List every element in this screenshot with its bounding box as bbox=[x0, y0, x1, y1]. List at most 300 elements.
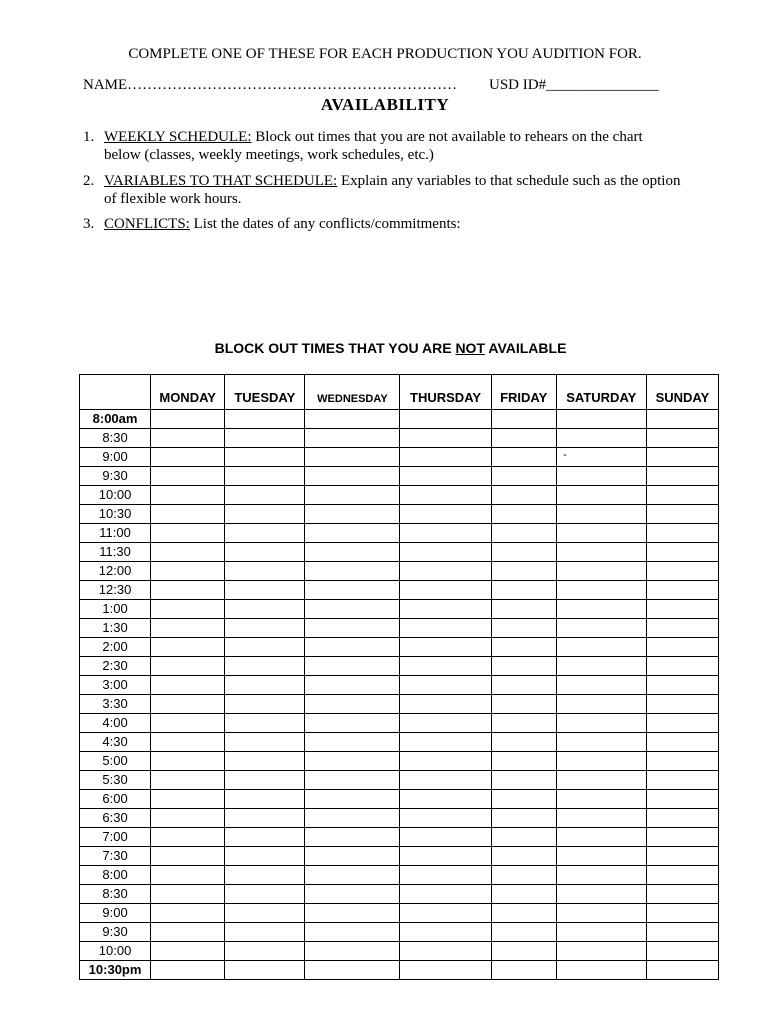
availability-cell-friday[interactable] bbox=[491, 562, 556, 581]
availability-cell-friday[interactable] bbox=[491, 942, 556, 961]
time-label: 8:30 bbox=[80, 885, 151, 904]
availability-cell-wednesday[interactable] bbox=[305, 809, 400, 828]
availability-cell-thursday[interactable] bbox=[400, 885, 491, 904]
availability-cell-sunday[interactable] bbox=[646, 657, 718, 676]
instruction-text: Block out times that you are not available to rehears on the chart below (classes, weekly meetings, work schedules, etc.) bbox=[104, 129, 643, 163]
availability-cell-friday[interactable] bbox=[491, 524, 556, 543]
availability-cell-saturday[interactable] bbox=[556, 904, 646, 923]
time-label: 9:30 bbox=[80, 923, 151, 942]
availability-cell-tuesday[interactable] bbox=[225, 657, 305, 676]
availability-cell-wednesday[interactable] bbox=[305, 600, 400, 619]
time-row bbox=[80, 809, 719, 828]
time-label: 7:00 bbox=[80, 828, 151, 847]
grid-header-row bbox=[80, 375, 719, 410]
availability-cell-monday[interactable] bbox=[151, 676, 225, 695]
availability-cell-sunday[interactable] bbox=[646, 524, 718, 543]
availability-cell-saturday[interactable] bbox=[556, 790, 646, 809]
availability-cell-sunday[interactable] bbox=[646, 581, 718, 600]
availability-cell-friday[interactable] bbox=[491, 961, 556, 980]
availability-cell-wednesday[interactable] bbox=[305, 467, 400, 486]
availability-cell-saturday[interactable] bbox=[556, 961, 646, 980]
availability-cell-thursday[interactable] bbox=[400, 429, 491, 448]
availability-cell-monday[interactable] bbox=[151, 619, 225, 638]
availability-cell-saturday[interactable] bbox=[556, 638, 646, 657]
availability-cell-wednesday[interactable] bbox=[305, 429, 400, 448]
availability-cell-tuesday[interactable] bbox=[225, 581, 305, 600]
availability-cell-saturday[interactable] bbox=[556, 923, 646, 942]
availability-cell-wednesday[interactable] bbox=[305, 828, 400, 847]
availability-cell-monday[interactable] bbox=[151, 752, 225, 771]
availability-cell-monday[interactable] bbox=[151, 771, 225, 790]
availability-cell-monday[interactable] bbox=[151, 904, 225, 923]
availability-cell-thursday[interactable] bbox=[400, 600, 491, 619]
availability-cell-wednesday[interactable] bbox=[305, 961, 400, 980]
availability-cell-monday[interactable] bbox=[151, 809, 225, 828]
availability-grid bbox=[79, 374, 719, 980]
availability-cell-wednesday[interactable] bbox=[305, 714, 400, 733]
form-title: AVAILABILITY bbox=[320, 95, 450, 114]
day-header-monday: MONDAY bbox=[151, 375, 225, 410]
availability-cell-tuesday[interactable] bbox=[225, 790, 305, 809]
time-label: 2:00 bbox=[80, 638, 151, 657]
availability-cell-friday[interactable] bbox=[491, 619, 556, 638]
availability-cell-wednesday[interactable] bbox=[305, 619, 400, 638]
grid-title-text: BLOCK OUT TIMES THAT YOU ARE bbox=[214, 340, 456, 356]
time-row bbox=[80, 562, 719, 581]
availability-cell-friday[interactable] bbox=[491, 847, 556, 866]
grid-title-text: AVAILABLE bbox=[485, 340, 567, 356]
availability-cell-wednesday[interactable] bbox=[305, 581, 400, 600]
availability-cell-friday[interactable] bbox=[491, 733, 556, 752]
time-row bbox=[80, 790, 719, 809]
time-label: 4:00 bbox=[80, 714, 151, 733]
availability-cell-tuesday[interactable] bbox=[225, 809, 305, 828]
time-label: 9:00 bbox=[80, 448, 151, 467]
time-row bbox=[80, 486, 719, 505]
availability-cell-thursday[interactable] bbox=[400, 733, 491, 752]
availability-cell-thursday[interactable] bbox=[400, 828, 491, 847]
availability-cell-friday[interactable] bbox=[491, 714, 556, 733]
availability-cell-wednesday[interactable] bbox=[305, 771, 400, 790]
availability-cell-wednesday[interactable] bbox=[305, 448, 400, 467]
availability-cell-saturday[interactable] bbox=[556, 410, 646, 429]
time-label: 1:30 bbox=[80, 619, 151, 638]
time-label: 5:30 bbox=[80, 771, 151, 790]
day-header-sunday: SUNDAY bbox=[646, 375, 718, 410]
time-row bbox=[80, 410, 719, 429]
availability-cell-friday[interactable] bbox=[491, 904, 556, 923]
availability-cell-thursday[interactable] bbox=[400, 771, 491, 790]
availability-cell-sunday[interactable] bbox=[646, 562, 718, 581]
availability-cell-saturday[interactable] bbox=[556, 733, 646, 752]
availability-cell-friday[interactable] bbox=[491, 885, 556, 904]
availability-cell-sunday[interactable] bbox=[646, 638, 718, 657]
time-row bbox=[80, 448, 719, 467]
availability-cell-friday[interactable] bbox=[491, 695, 556, 714]
time-label: 4:30 bbox=[80, 733, 151, 752]
availability-cell-tuesday[interactable] bbox=[225, 752, 305, 771]
time-label: 8:00 bbox=[80, 866, 151, 885]
availability-cell-saturday[interactable] bbox=[556, 524, 646, 543]
availability-cell-saturday[interactable] bbox=[556, 695, 646, 714]
instruction-weekly-schedule bbox=[83, 128, 683, 164]
time-row bbox=[80, 581, 719, 600]
availability-cell-tuesday[interactable] bbox=[225, 524, 305, 543]
availability-cell-sunday[interactable] bbox=[646, 885, 718, 904]
instruction-text: Explain any variables to that schedule such as the option of flexible work hours. bbox=[104, 173, 681, 207]
instruction-number: 3. bbox=[83, 216, 95, 232]
availability-cell-thursday[interactable] bbox=[400, 486, 491, 505]
availability-cell-sunday[interactable] bbox=[646, 923, 718, 942]
instruction-conflicts bbox=[83, 215, 683, 233]
time-row bbox=[80, 752, 719, 771]
availability-cell-wednesday[interactable] bbox=[305, 866, 400, 885]
availability-cell-sunday[interactable] bbox=[646, 752, 718, 771]
time-row bbox=[80, 695, 719, 714]
availability-cell-sunday[interactable] bbox=[646, 600, 718, 619]
time-label: 8:30 bbox=[80, 429, 151, 448]
availability-cell-monday[interactable] bbox=[151, 486, 225, 505]
availability-cell-wednesday[interactable] bbox=[305, 543, 400, 562]
availability-cell-saturday[interactable] bbox=[556, 562, 646, 581]
time-column-header bbox=[80, 375, 151, 410]
time-row bbox=[80, 961, 719, 980]
availability-cell-wednesday[interactable] bbox=[305, 657, 400, 676]
time-row bbox=[80, 543, 719, 562]
availability-cell-thursday[interactable] bbox=[400, 619, 491, 638]
availability-cell-tuesday[interactable] bbox=[225, 714, 305, 733]
availability-cell-monday[interactable] bbox=[151, 657, 225, 676]
time-label: 2:30 bbox=[80, 657, 151, 676]
time-label: 7:30 bbox=[80, 847, 151, 866]
availability-cell-friday[interactable] bbox=[491, 448, 556, 467]
availability-cell-saturday[interactable] bbox=[556, 942, 646, 961]
availability-cell-monday[interactable] bbox=[151, 961, 225, 980]
availability-cell-wednesday[interactable] bbox=[305, 486, 400, 505]
availability-cell-monday[interactable] bbox=[151, 695, 225, 714]
availability-cell-saturday[interactable] bbox=[556, 543, 646, 562]
availability-cell-monday[interactable] bbox=[151, 923, 225, 942]
time-row bbox=[80, 467, 719, 486]
availability-cell-wednesday[interactable] bbox=[305, 904, 400, 923]
time-row bbox=[80, 600, 719, 619]
availability-cell-tuesday[interactable] bbox=[225, 866, 305, 885]
availability-cell-saturday[interactable] bbox=[556, 657, 646, 676]
time-label: 12:30 bbox=[80, 581, 151, 600]
instruction-heading: CONFLICTS: bbox=[104, 216, 190, 232]
availability-cell-sunday[interactable] bbox=[646, 771, 718, 790]
availability-cell-thursday[interactable] bbox=[400, 790, 491, 809]
availability-cell-tuesday[interactable] bbox=[225, 676, 305, 695]
availability-cell-wednesday[interactable] bbox=[305, 847, 400, 866]
availability-cell-saturday[interactable] bbox=[556, 486, 646, 505]
availability-cell-wednesday[interactable] bbox=[305, 942, 400, 961]
availability-cell-thursday[interactable] bbox=[400, 524, 491, 543]
availability-cell-tuesday[interactable] bbox=[225, 410, 305, 429]
availability-cell-friday[interactable] bbox=[491, 676, 556, 695]
availability-cell-friday[interactable] bbox=[491, 638, 556, 657]
availability-cell-saturday[interactable] bbox=[556, 714, 646, 733]
availability-cell-thursday[interactable] bbox=[400, 714, 491, 733]
time-row bbox=[80, 885, 719, 904]
availability-cell-tuesday[interactable] bbox=[225, 828, 305, 847]
availability-cell-saturday[interactable] bbox=[556, 828, 646, 847]
availability-cell-sunday[interactable] bbox=[646, 904, 718, 923]
time-row bbox=[80, 866, 719, 885]
availability-cell-saturday[interactable] bbox=[556, 505, 646, 524]
time-label: 3:00 bbox=[80, 676, 151, 695]
instruction-text: List the dates of any conflicts/commitments: bbox=[189, 216, 461, 232]
availability-cell-sunday[interactable] bbox=[646, 486, 718, 505]
availability-cell-sunday[interactable] bbox=[646, 505, 718, 524]
availability-cell-monday[interactable] bbox=[151, 410, 225, 429]
time-label: 11:00 bbox=[80, 524, 151, 543]
availability-cell-saturday[interactable] bbox=[556, 600, 646, 619]
availability-cell-wednesday[interactable] bbox=[305, 524, 400, 543]
availability-cell-sunday[interactable] bbox=[646, 676, 718, 695]
grid-title bbox=[0, 340, 770, 356]
availability-cell-sunday[interactable] bbox=[646, 448, 718, 467]
instruction-heading: WEEKLY SCHEDULE: bbox=[104, 129, 252, 145]
availability-cell-monday[interactable] bbox=[151, 600, 225, 619]
availability-cell-sunday[interactable] bbox=[646, 467, 718, 486]
availability-cell-sunday[interactable] bbox=[646, 543, 718, 562]
availability-cell-thursday[interactable] bbox=[400, 467, 491, 486]
availability-cell-thursday[interactable] bbox=[400, 410, 491, 429]
availability-cell-saturday[interactable] bbox=[556, 809, 646, 828]
availability-cell-saturday[interactable] bbox=[556, 581, 646, 600]
availability-cell-thursday[interactable] bbox=[400, 638, 491, 657]
time-row bbox=[80, 505, 719, 524]
time-row bbox=[80, 429, 719, 448]
time-row bbox=[80, 619, 719, 638]
availability-cell-thursday[interactable] bbox=[400, 752, 491, 771]
day-header-wednesday: WEDNESDAY bbox=[305, 375, 400, 410]
availability-cell-tuesday[interactable] bbox=[225, 448, 305, 467]
time-row bbox=[80, 904, 719, 923]
availability-cell-friday[interactable] bbox=[491, 486, 556, 505]
availability-cell-friday[interactable] bbox=[491, 657, 556, 676]
time-label: 10:00 bbox=[80, 942, 151, 961]
availability-cell-monday[interactable] bbox=[151, 733, 225, 752]
availability-cell-friday[interactable] bbox=[491, 581, 556, 600]
availability-cell-tuesday[interactable] bbox=[225, 638, 305, 657]
availability-cell-friday[interactable] bbox=[491, 771, 556, 790]
availability-cell-saturday[interactable] bbox=[556, 866, 646, 885]
availability-cell-sunday[interactable] bbox=[646, 410, 718, 429]
availability-cell-monday[interactable] bbox=[151, 942, 225, 961]
availability-cell-tuesday[interactable] bbox=[225, 619, 305, 638]
form-instruction: COMPLETE ONE OF THESE FOR EACH PRODUCTION YOU AUDITION FOR. bbox=[128, 46, 642, 62]
time-row bbox=[80, 638, 719, 657]
grid-body bbox=[80, 410, 719, 980]
grid-title-emphasis: NOT bbox=[455, 340, 485, 356]
availability-cell-tuesday[interactable] bbox=[225, 486, 305, 505]
availability-cell-wednesday[interactable] bbox=[305, 410, 400, 429]
availability-cell-monday[interactable] bbox=[151, 467, 225, 486]
availability-cell-thursday[interactable] bbox=[400, 448, 491, 467]
time-label: 10:00 bbox=[80, 486, 151, 505]
availability-cell-tuesday[interactable] bbox=[225, 771, 305, 790]
availability-cell-monday[interactable] bbox=[151, 543, 225, 562]
availability-cell-sunday[interactable] bbox=[646, 942, 718, 961]
availability-cell-friday[interactable] bbox=[491, 543, 556, 562]
time-label: 6:00 bbox=[80, 790, 151, 809]
availability-cell-tuesday[interactable] bbox=[225, 885, 305, 904]
availability-cell-thursday[interactable] bbox=[400, 676, 491, 695]
time-label: 3:30 bbox=[80, 695, 151, 714]
availability-cell-sunday[interactable] bbox=[646, 695, 718, 714]
availability-cell-friday[interactable] bbox=[491, 429, 556, 448]
availability-cell-friday[interactable] bbox=[491, 505, 556, 524]
availability-cell-thursday[interactable] bbox=[400, 809, 491, 828]
availability-cell-wednesday[interactable] bbox=[305, 885, 400, 904]
availability-cell-wednesday[interactable] bbox=[305, 923, 400, 942]
availability-cell-wednesday[interactable] bbox=[305, 790, 400, 809]
availability-cell-wednesday[interactable] bbox=[305, 695, 400, 714]
availability-cell-friday[interactable] bbox=[491, 923, 556, 942]
availability-cell-tuesday[interactable] bbox=[225, 505, 305, 524]
availability-cell-thursday[interactable] bbox=[400, 866, 491, 885]
availability-cell-saturday[interactable] bbox=[556, 619, 646, 638]
availability-cell-saturday[interactable] bbox=[556, 847, 646, 866]
time-label: 9:00 bbox=[80, 904, 151, 923]
availability-cell-monday[interactable] bbox=[151, 524, 225, 543]
time-label: 10:30pm bbox=[80, 961, 151, 980]
availability-cell-thursday[interactable] bbox=[400, 695, 491, 714]
time-row bbox=[80, 733, 719, 752]
availability-cell-monday[interactable] bbox=[151, 790, 225, 809]
availability-cell-saturday[interactable] bbox=[556, 885, 646, 904]
time-row bbox=[80, 524, 719, 543]
usd-id-field[interactable]: USD ID#_______________ bbox=[489, 77, 659, 93]
availability-cell-sunday[interactable] bbox=[646, 790, 718, 809]
availability-cell-thursday[interactable] bbox=[400, 543, 491, 562]
availability-cell-monday[interactable] bbox=[151, 505, 225, 524]
time-label: 11:30 bbox=[80, 543, 151, 562]
availability-cell-thursday[interactable] bbox=[400, 904, 491, 923]
availability-cell-saturday[interactable] bbox=[556, 429, 646, 448]
availability-cell-tuesday[interactable] bbox=[225, 543, 305, 562]
availability-cell-wednesday[interactable] bbox=[305, 676, 400, 695]
availability-cell-thursday[interactable] bbox=[400, 942, 491, 961]
time-label: 1:00 bbox=[80, 600, 151, 619]
availability-cell-sunday[interactable] bbox=[646, 961, 718, 980]
availability-cell-saturday[interactable] bbox=[556, 752, 646, 771]
availability-cell-sunday[interactable] bbox=[646, 809, 718, 828]
availability-cell-thursday[interactable] bbox=[400, 581, 491, 600]
name-field[interactable]: NAME………………………………………………………… bbox=[83, 77, 458, 93]
stray-mark: - bbox=[563, 449, 567, 461]
availability-cell-sunday[interactable] bbox=[646, 866, 718, 885]
availability-cell-thursday[interactable] bbox=[400, 657, 491, 676]
availability-cell-tuesday[interactable] bbox=[225, 923, 305, 942]
availability-cell-monday[interactable] bbox=[151, 448, 225, 467]
availability-cell-tuesday[interactable] bbox=[225, 600, 305, 619]
availability-cell-tuesday[interactable] bbox=[225, 942, 305, 961]
availability-cell-thursday[interactable] bbox=[400, 961, 491, 980]
time-label: 5:00 bbox=[80, 752, 151, 771]
instruction-number: 1. bbox=[83, 129, 95, 145]
availability-cell-tuesday[interactable] bbox=[225, 429, 305, 448]
availability-cell-wednesday[interactable] bbox=[305, 752, 400, 771]
availability-cell-friday[interactable] bbox=[491, 809, 556, 828]
availability-cell-tuesday[interactable] bbox=[225, 467, 305, 486]
day-header-tuesday: TUESDAY bbox=[225, 375, 305, 410]
instruction-heading: VARIABLES TO THAT SCHEDULE: bbox=[104, 173, 338, 189]
time-row bbox=[80, 676, 719, 695]
availability-cell-monday[interactable] bbox=[151, 638, 225, 657]
time-row bbox=[80, 847, 719, 866]
availability-cell-wednesday[interactable] bbox=[305, 505, 400, 524]
time-row bbox=[80, 657, 719, 676]
availability-cell-thursday[interactable] bbox=[400, 562, 491, 581]
availability-cell-sunday[interactable] bbox=[646, 619, 718, 638]
availability-cell-tuesday[interactable] bbox=[225, 847, 305, 866]
day-header-saturday: SATURDAY bbox=[556, 375, 646, 410]
time-label: 9:30 bbox=[80, 467, 151, 486]
availability-cell-monday[interactable] bbox=[151, 429, 225, 448]
availability-cell-thursday[interactable] bbox=[400, 923, 491, 942]
availability-cell-monday[interactable] bbox=[151, 581, 225, 600]
availability-cell-friday[interactable] bbox=[491, 410, 556, 429]
availability-cell-tuesday[interactable] bbox=[225, 695, 305, 714]
availability-cell-friday[interactable] bbox=[491, 790, 556, 809]
availability-cell-friday[interactable] bbox=[491, 600, 556, 619]
availability-cell-monday[interactable] bbox=[151, 885, 225, 904]
availability-cell-monday[interactable] bbox=[151, 562, 225, 581]
instruction-variables bbox=[83, 172, 683, 208]
time-label: 12:00 bbox=[80, 562, 151, 581]
availability-cell-monday[interactable] bbox=[151, 828, 225, 847]
availability-cell-saturday[interactable] bbox=[556, 448, 646, 467]
time-row bbox=[80, 828, 719, 847]
time-row bbox=[80, 923, 719, 942]
availability-cell-sunday[interactable] bbox=[646, 828, 718, 847]
time-row bbox=[80, 942, 719, 961]
availability-cell-saturday[interactable] bbox=[556, 467, 646, 486]
availability-cell-tuesday[interactable] bbox=[225, 904, 305, 923]
availability-cell-friday[interactable] bbox=[491, 866, 556, 885]
availability-cell-monday[interactable] bbox=[151, 847, 225, 866]
availability-cell-tuesday[interactable] bbox=[225, 733, 305, 752]
availability-cell-sunday[interactable] bbox=[646, 733, 718, 752]
availability-cell-tuesday[interactable] bbox=[225, 562, 305, 581]
availability-cell-friday[interactable] bbox=[491, 828, 556, 847]
availability-cell-friday[interactable] bbox=[491, 467, 556, 486]
availability-cell-tuesday[interactable] bbox=[225, 961, 305, 980]
availability-cell-monday[interactable] bbox=[151, 866, 225, 885]
availability-cell-wednesday[interactable] bbox=[305, 562, 400, 581]
instruction-number: 2. bbox=[83, 173, 95, 189]
availability-cell-sunday[interactable] bbox=[646, 429, 718, 448]
availability-cell-wednesday[interactable] bbox=[305, 638, 400, 657]
time-label: 6:30 bbox=[80, 809, 151, 828]
day-header-friday: FRIDAY bbox=[491, 375, 556, 410]
availability-cell-sunday[interactable] bbox=[646, 847, 718, 866]
time-row bbox=[80, 714, 719, 733]
availability-cell-saturday[interactable] bbox=[556, 676, 646, 695]
availability-cell-friday[interactable] bbox=[491, 752, 556, 771]
time-label: 10:30 bbox=[80, 505, 151, 524]
availability-cell-thursday[interactable] bbox=[400, 505, 491, 524]
availability-cell-monday[interactable] bbox=[151, 714, 225, 733]
day-header-thursday: THURSDAY bbox=[400, 375, 491, 410]
availability-cell-sunday[interactable] bbox=[646, 714, 718, 733]
availability-cell-wednesday[interactable] bbox=[305, 733, 400, 752]
availability-cell-saturday[interactable] bbox=[556, 771, 646, 790]
availability-cell-thursday[interactable] bbox=[400, 847, 491, 866]
